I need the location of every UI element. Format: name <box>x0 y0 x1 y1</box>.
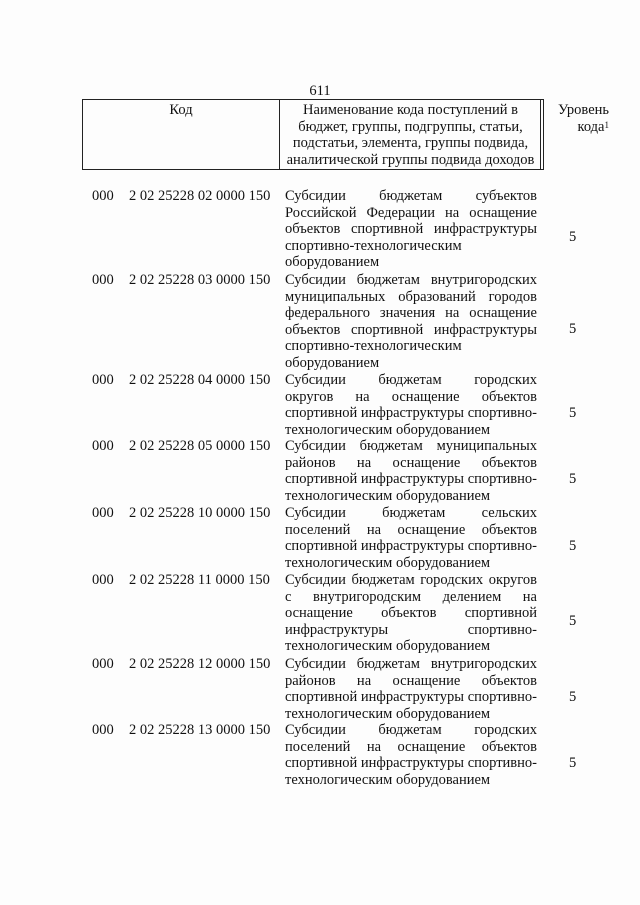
row-description-line: технологическим оборудованием <box>285 487 491 504</box>
header-name-line: бюджет, группы, подгруппы, статьи, <box>298 118 523 135</box>
row-description-line: Субсидии бюджетам субъектов <box>285 188 537 204</box>
row-description-line: Субсидии бюджетам муниципальных <box>285 438 537 454</box>
header-level-label: кода <box>577 118 605 135</box>
row-description-line: объектов спортивной инфраструктуры <box>285 221 537 237</box>
header-level-line-2 <box>542 119 609 136</box>
header-code-cell <box>83 100 280 169</box>
row-description-line: Субсидии бюджетам внутригородских <box>285 656 537 672</box>
header-name-line: аналитической группы подвида доходов <box>286 151 535 168</box>
row-description-line: оборудованием <box>285 254 380 270</box>
header-level-line: Уровень <box>557 102 609 118</box>
row-description-line: федерального значения на оснащение <box>285 305 537 321</box>
row-description-line: спортивной инфраструктуры спортивно- <box>285 405 537 421</box>
row-description-line: с внутригородским делением на <box>285 588 537 605</box>
row-description-line: Субсидии бюджетам городских округов <box>285 572 537 588</box>
row-code-prefix: 000 <box>92 722 114 738</box>
row-budget-code: 2 02 25228 10 0000 150 <box>129 505 271 521</box>
row-description <box>285 372 537 438</box>
row-description-line: инфраструктуры спортивно- <box>285 621 537 638</box>
row-description-line: технологическим оборудованием <box>285 705 491 722</box>
row-description <box>285 438 537 504</box>
header-level-cell <box>542 100 615 169</box>
row-level: 5 <box>569 229 577 245</box>
page-number: 611 <box>309 83 331 99</box>
row-description-line: районов на оснащение объектов <box>285 454 537 471</box>
row-level: 5 <box>569 689 577 705</box>
row-description <box>285 572 537 655</box>
header-code-label: Код <box>169 102 193 118</box>
row-description-line: технологическим оборудованием <box>285 771 491 788</box>
row-description <box>285 505 537 571</box>
footnote-marker: 1 <box>604 119 609 130</box>
row-description-line: Субсидии бюджетам внутригородских <box>285 272 537 288</box>
row-description-line: оборудованием <box>285 354 380 371</box>
row-code-prefix: 000 <box>92 372 114 388</box>
row-description-line: спортивно-технологическим <box>285 237 462 254</box>
row-description-line: спортивной инфраструктуры спортивно- <box>285 471 537 487</box>
row-level: 5 <box>569 755 577 771</box>
header-name-cell <box>281 100 541 169</box>
row-level: 5 <box>569 405 577 421</box>
row-description-line: технологическим оборудованием <box>285 421 491 438</box>
row-budget-code: 2 02 25228 04 0000 150 <box>129 372 271 388</box>
row-description <box>285 722 537 788</box>
header-name-line: подстатьи, элемента, группы подвида, <box>292 135 529 151</box>
row-description-line: технологическим оборудованием <box>285 554 491 571</box>
row-level: 5 <box>569 613 577 629</box>
row-description-line: поселений на оснащение объектов <box>285 521 537 538</box>
row-description <box>285 656 537 722</box>
row-budget-code: 2 02 25228 12 0000 150 <box>129 656 271 672</box>
row-budget-code: 2 02 25228 11 0000 150 <box>129 572 270 588</box>
row-description <box>285 272 537 371</box>
row-description-line: Субсидии бюджетам городских <box>285 372 537 388</box>
row-description-line: спортивной инфраструктуры спортивно- <box>285 755 537 771</box>
row-description-line: Субсидии бюджетам сельских <box>285 505 537 521</box>
row-description-line: технологическим оборудованием <box>285 638 491 654</box>
row-description-line: спортивной инфраструктуры спортивно- <box>285 689 537 705</box>
row-description-line: Субсидии бюджетам городских <box>285 722 537 738</box>
row-description <box>285 188 537 271</box>
table-header <box>82 99 609 170</box>
row-description-line: округов на оснащение объектов <box>285 388 537 405</box>
row-code-prefix: 000 <box>92 272 114 288</box>
header-name-line: Наименование кода поступлений в <box>303 102 518 118</box>
row-description-line: Российской Федерации на оснащение <box>285 204 537 221</box>
row-code-prefix: 000 <box>92 656 114 672</box>
row-budget-code: 2 02 25228 02 0000 150 <box>129 188 271 204</box>
row-description-line: поселений на оснащение объектов <box>285 738 537 755</box>
row-code-prefix: 000 <box>92 572 114 588</box>
row-level: 5 <box>569 471 577 487</box>
row-level: 5 <box>569 538 577 554</box>
row-description-line: районов на оснащение объектов <box>285 672 537 689</box>
row-description-line: спортивно-технологическим <box>285 338 462 354</box>
row-level: 5 <box>569 321 577 337</box>
row-description-line: объектов спортивной инфраструктуры <box>285 321 537 338</box>
row-code-prefix: 000 <box>92 188 114 204</box>
row-description-line: муниципальных образований городов <box>285 288 537 305</box>
row-budget-code: 2 02 25228 03 0000 150 <box>129 272 271 288</box>
row-code-prefix: 000 <box>92 438 114 454</box>
row-budget-code: 2 02 25228 13 0000 150 <box>129 722 271 738</box>
row-budget-code: 2 02 25228 05 0000 150 <box>129 438 271 454</box>
row-code-prefix: 000 <box>92 505 114 521</box>
row-description-line: спортивной инфраструктуры спортивно- <box>285 538 537 554</box>
row-description-line: оснащение объектов спортивной <box>285 605 537 621</box>
